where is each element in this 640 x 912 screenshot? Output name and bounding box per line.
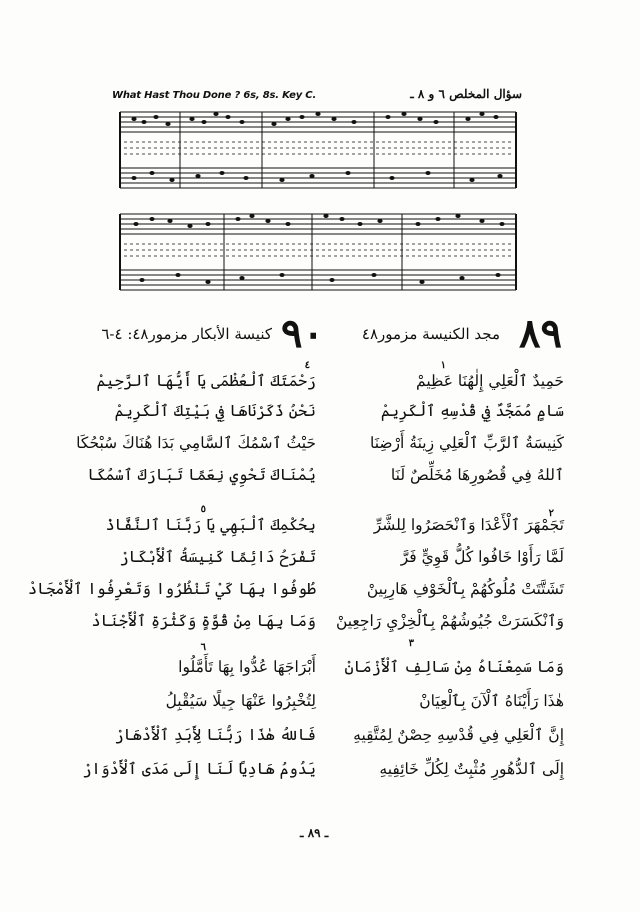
hymn-89-text: [318, 360, 564, 820]
verse-line: فَاللهُ هٰذَا رَبُّنَا لِأَبَدِ ٱلْأَدْهَارْ: [114, 726, 316, 744]
verse-line: تَجَمْهَرَ ٱلْأَعْدَا وَٱنْحَصَرُوا لِلشَّرِّ: [373, 516, 564, 534]
verse-line: يَدُومُ هَادِيًا لَنَا إِلَى مَدَى ٱلْأَدْوَارْ: [82, 760, 316, 778]
stanza-number: ٦: [200, 642, 206, 653]
verse-line: سَامٍ مُمَجَّدٌ فِي قُدْسِهِ ٱلْكَرِيمْ: [380, 402, 564, 420]
stanza-number: ٥: [200, 504, 206, 515]
verse-line: لَمَّا رَأَوْا خَافُوا كُلُّ قَوِيٍّ فَرَّ: [400, 548, 564, 566]
verse-line: طُوفُوا بِهَا كَيْ تَنْظُرُوا وَتَعْرِفُوا ٱلْأَمْجَادْ: [27, 580, 316, 598]
verse-line: ٱللهُ فِي قُصُورِهَا مُخَلِّصٌ لَنَا: [390, 466, 564, 484]
verse-line: نَحْنُ ذَكَرْنَاهَا فِي بَيْتِكَ ٱلْكَرِيمْ: [114, 402, 316, 420]
staff-notation-1: [112, 106, 524, 196]
music-score-system-2: [112, 204, 524, 300]
stanza-number: ٢: [548, 508, 554, 519]
stanza-number: ١: [440, 360, 446, 371]
verse-line: حَمِيدٌ ٱلْعَلِي إِلٰهُنَا عَظِيمْ: [416, 372, 564, 390]
hymn-90-header: [84, 310, 324, 358]
verse-line: رَحْمَتَكَ ٱلْعُظْمَى يَا أَيُّهَا ٱلرَّحِيمْ: [96, 372, 316, 390]
hymn-90-text: [27, 360, 316, 820]
verse-line: إِلَى ٱلدُّهُورِ مُثْبِتٌ لِكُلِّ خَائِفِيهِ: [379, 760, 564, 778]
verse-line: كَنِيسَةُ ٱلرَّبِّ ٱلْعَلِي زِينَةُ أَرْضِنَا: [370, 434, 564, 452]
arabic-tune-name: سؤال المخلص ٦ و ٨ ـ: [410, 87, 522, 101]
verse-line: تَفْرَحُ دَائِمًا كَنِيسَةُ ٱلْأَبْكَارْ: [119, 548, 316, 566]
hymn-89-title: مجد الكنيسة مزمور٤٨: [361, 325, 500, 343]
stanza-number: ٣: [408, 638, 414, 649]
staff-notation-2: [112, 204, 524, 300]
hymn-90-number: ٩٠: [281, 310, 324, 357]
verse-line: وَٱنْكَسَرَتْ جُيُوشُهُمْ بِٱلْخِزْيِ رَاجِعِينْ: [335, 612, 564, 630]
verse-line: تَشَتَّتَتْ مُلُوكُهُمْ بِٱلْخَوْفِ هَارِبِينْ: [366, 580, 564, 598]
page-number: ـ ٨٩ ـ: [300, 826, 329, 840]
verse-line: بِحُكْمِكَ ٱلْبَهِي يَا رَبَّنَا ٱلنَّفَّاذْ: [105, 516, 316, 534]
tune-header: [112, 87, 522, 106]
hymn-90-title: كنيسة الأبكار مزمور٤٨: ٤-٦: [101, 325, 272, 343]
verse-line: أَبْرَاجَهَا عُدُّوا بِهَا تَأَمَّلُوا: [178, 658, 316, 676]
verse-line: وَمَا سَمِعْنَاهُ مِنْ سَالِفِ ٱلْأَزْمَانْ: [344, 658, 564, 676]
english-tune-title: What Hast Thou Done ? 6s, 8s. Key C.: [112, 90, 317, 101]
verse-line: هٰذَا رَأَيْنَاهُ ٱلْآنَ بِٱلْعِيَانْ: [419, 692, 564, 710]
verse-line: وَمَا بِهَا مِنْ قُوَّةٍ وَكَثْرَةِ ٱلْأَجْنَادْ: [91, 612, 316, 630]
verse-line: إِنَّ ٱلْعَلِي فِي قُدْسِهِ حِصْنٌ لِمُتَّقِيهِ: [353, 726, 564, 744]
music-score-system-1: [112, 106, 524, 196]
verse-line: لِتُخْبِرُوا عَنْهَا جِيلًا سَيُقْبِلُ: [165, 692, 316, 710]
verse-line: يُمْنَاكَ تَحْوِي نِعَمًا تَبَارَكَ ٱسْمُكَا: [87, 466, 316, 484]
verse-line: حَيْثُ ٱسْمُكَ ٱلسَّامِي بَدَا هُنَاكَ سُبْحُكَا: [76, 434, 316, 452]
hymn-89-header: [330, 310, 562, 358]
hymn-89-number: ٨٩: [519, 310, 562, 357]
stanza-number: ٤: [304, 360, 310, 371]
